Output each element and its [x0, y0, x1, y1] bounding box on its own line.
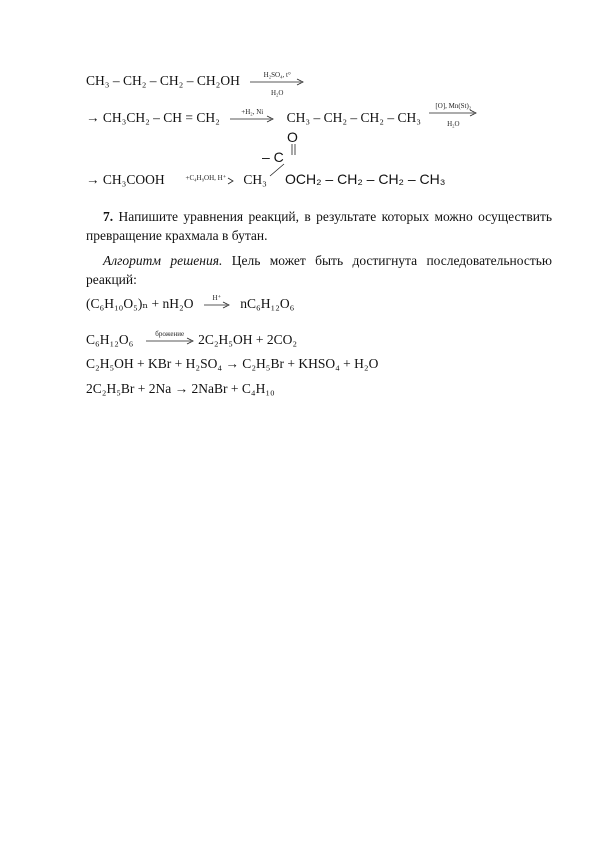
carbonyl-oxygen: O	[287, 129, 298, 145]
starch-formula: (C₆H₁₀O₅)ₙ + nH₂O	[86, 296, 194, 311]
task-text: Напишите уравнения реакций, в результате которых можно осуществить превращение крахмала в бутан.	[86, 209, 553, 243]
acetic-acid-formula: → CH₃COOH	[86, 172, 165, 187]
arrow-condition-bottom: H₂O	[270, 88, 284, 97]
ester-chain: OCH₂ – CH₂ – CH₂ – CH₃	[285, 171, 446, 187]
task-7-paragraph	[86, 207, 552, 245]
reaction-line-1	[86, 70, 305, 97]
arrow-condition-bottom: H₂O	[447, 119, 460, 128]
double-bond-icon	[288, 144, 300, 156]
glucose-formula: C₆H₁₂O₆	[86, 332, 134, 347]
ethanol-products: 2C₂H₅OH + 2CO₂	[198, 332, 298, 347]
ester-carbon: – C	[262, 149, 284, 165]
hydrogenation-arrow	[229, 107, 275, 124]
arrow-condition-top: H⁺	[212, 293, 222, 302]
esterification-arrow	[178, 173, 234, 186]
hydrolysis-arrow	[203, 293, 231, 310]
dehydration-arrow	[249, 70, 305, 97]
arrow-condition-top: [O], Mn(St)₂	[435, 101, 472, 110]
arrow-condition-top: H₂SO₄, t°	[263, 70, 291, 79]
reaction-line-3	[86, 172, 267, 188]
fermentation-arrow	[145, 329, 195, 346]
oxidation-arrow	[428, 101, 478, 128]
butanol-formula: CH₃ – CH₂ – CH₂ – CH₂OH	[86, 73, 240, 88]
reaction-hydrolysis	[86, 293, 295, 312]
reaction-line-2	[86, 101, 478, 128]
reaction-fermentation	[86, 329, 298, 348]
single-bond-icon	[266, 163, 286, 177]
butane-formula: CH₃ – CH₂ – CH₂ – CH₃	[286, 110, 421, 125]
arrow-condition-top: +H₂, Ni	[241, 107, 264, 116]
task-number: 7.	[103, 209, 114, 224]
glucose-formula: nC₆H₁₂O₆	[240, 296, 295, 311]
ester-methyl: CH₃	[243, 172, 267, 187]
arrow-condition-top: +C₄H₉OH, H⁺	[185, 173, 227, 182]
butene-formula: → CH₃CH₂ – CH = CH₂	[86, 110, 220, 125]
arrow-condition-top: брожение	[155, 329, 185, 338]
algorithm-label: Алгоритм решения.	[103, 253, 223, 268]
algorithm-text: Цель может быть достигнута последовательностью реакций:	[86, 253, 552, 287]
algorithm-paragraph	[86, 251, 552, 289]
reaction-bromination: C₂H₅OH + KBr + H₂SO₄ → C₂H₅Br + KHSO₄ + H₂O	[86, 356, 379, 371]
reaction-wurtz: 2C₂H₅Br + 2Na → 2NaBr + C₄H₁₀	[86, 381, 275, 396]
